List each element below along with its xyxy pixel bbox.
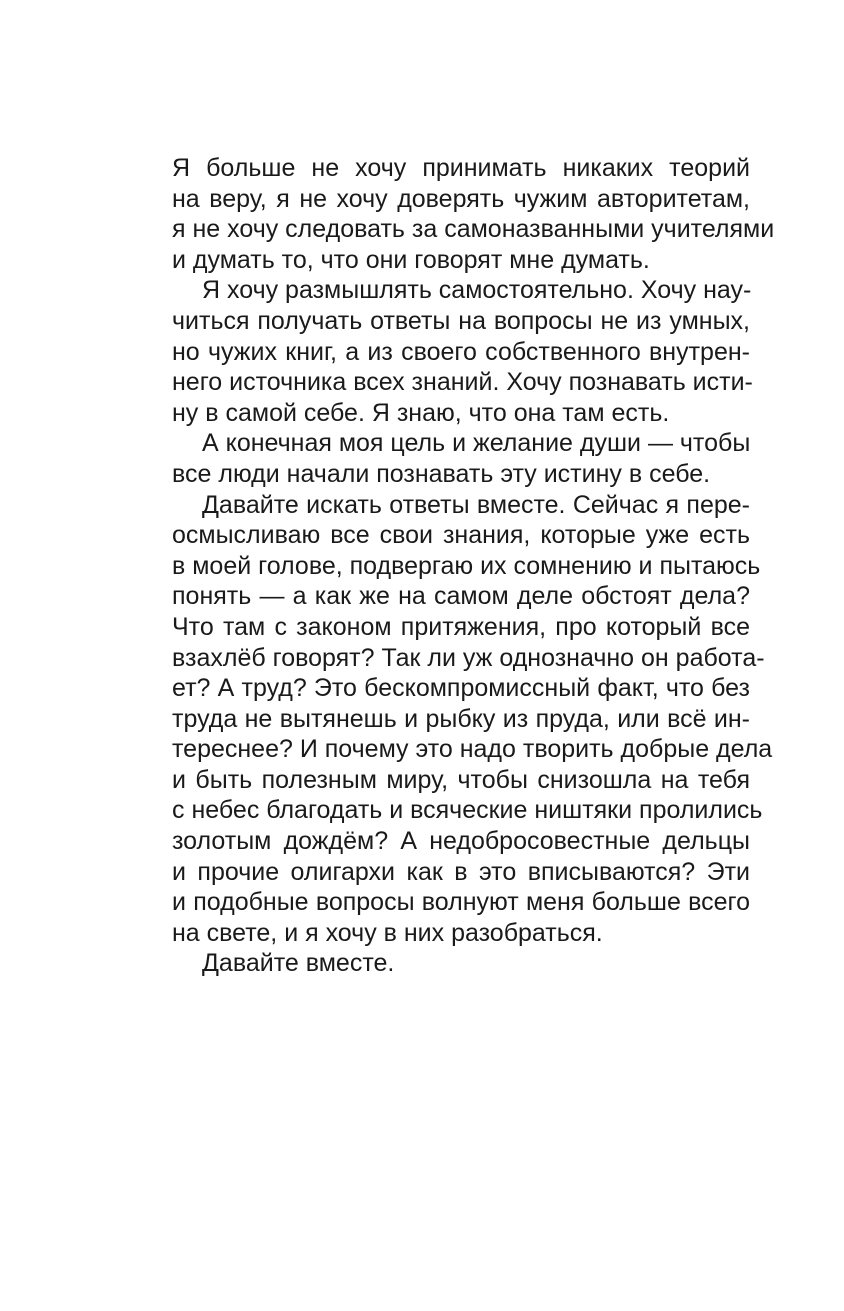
body-text: [172, 153, 775, 979]
text-line: осмысливаю все свои знания, которые уже есть: [172, 521, 750, 550]
text-line: тереснее? И почему это надо творить добрые дела: [172, 735, 773, 764]
paragraph-1: [172, 153, 775, 275]
text-line: А конечная моя цель и желание души — чтобы: [202, 429, 751, 458]
text-line: Давайте вместе.: [202, 949, 395, 978]
text-line: но чужих книг, а из своего собственного внутрен-: [172, 337, 750, 366]
text-line: читься получать ответы на вопросы не из умных,: [172, 306, 750, 335]
text-line: Давайте искать ответы вместе. Сейчас я пере-: [202, 490, 750, 519]
text-line: взахлёб говорят? Так ли уж однозначно он работа-: [172, 643, 765, 672]
paragraph-4: [172, 490, 773, 949]
text-line: на веру, я не хочу доверять чужим авторитетам,: [172, 184, 750, 213]
text-line: и подобные вопросы волнуют меня больше всего: [172, 888, 750, 917]
text-line: Что там с законом притяжения, про который все: [172, 612, 750, 641]
text-line: золотым дождём? А недобросовестные дельцы: [172, 827, 750, 856]
text-line: с небес благодать и всяческие ништяки пролились: [172, 796, 763, 825]
paragraph-3: [172, 428, 750, 489]
text-line: в моей голове, подвергаю их сомнению и пытаюсь: [172, 551, 761, 580]
text-line: я не хочу следовать за самоназванными учителями: [172, 215, 775, 244]
text-line: труда не вытянешь и рыбку из пруда, или всё ин-: [172, 704, 750, 733]
text-line: него источника всех знаний. Хочу познавать исти-: [172, 368, 753, 397]
text-line: ну в самой себе. Я знаю, что она там есть.: [172, 398, 670, 427]
text-line: Я хочу размышлять самостоятельно. Хочу нау-: [202, 276, 752, 305]
text-line: понять — а как же на самом деле обстоят дела?: [172, 582, 750, 611]
paragraph-5: [172, 948, 750, 979]
text-line: и прочие олигархи как в это вписываются? Эти: [172, 857, 750, 886]
text-line: Я больше не хочу принимать никаких теорий: [172, 154, 750, 182]
paragraph-2: [172, 275, 753, 428]
text-line: ет? А труд? Это бескомпромиссный факт, что без: [172, 674, 750, 703]
text-line: на свете, и я хочу в них разобраться.: [172, 918, 603, 947]
text-line: и думать то, что они говорят мне думать.: [172, 245, 650, 274]
text-line: все люди начали познавать эту истину в себе.: [172, 459, 711, 488]
text-line: и быть полезным миру, чтобы снизошла на тебя: [172, 765, 750, 794]
